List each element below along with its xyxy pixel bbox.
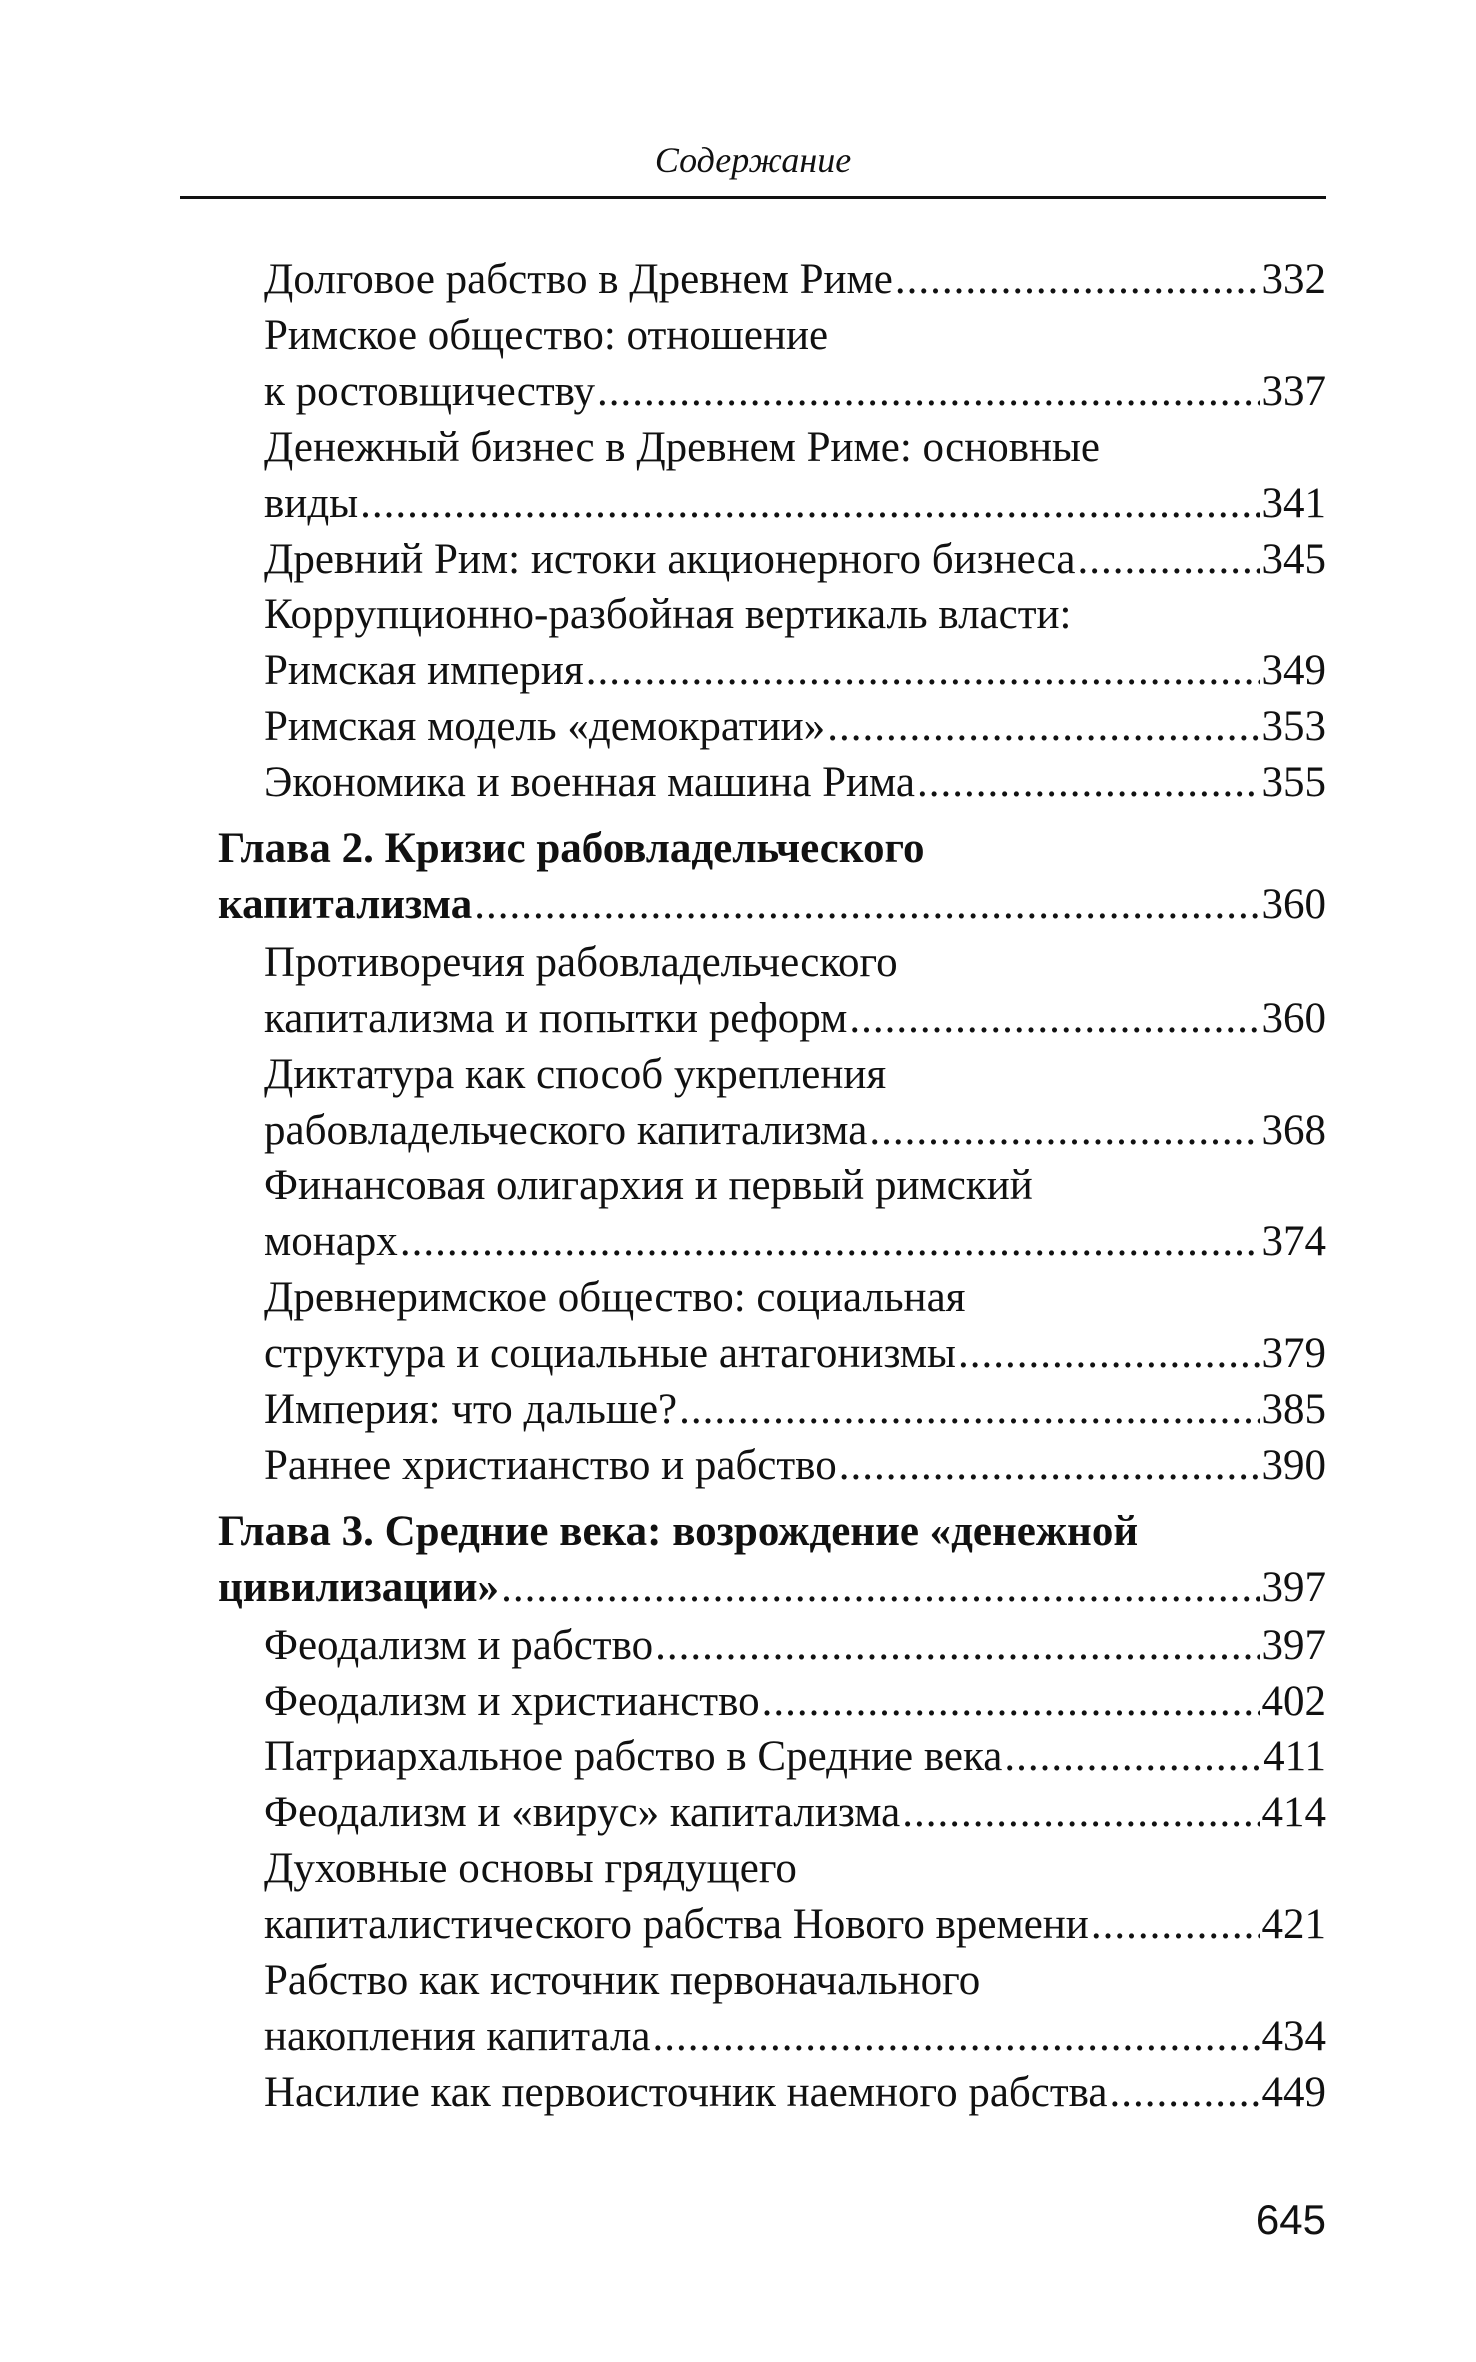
section-title: Римская модель «демократии» [264, 703, 826, 750]
section-title: Диктатура как способ укрепления [264, 1051, 887, 1098]
toc-entry-line [264, 643, 1326, 699]
section-title: Коррупционно-разбойная вертикаль власти: [264, 591, 1072, 638]
toc-entry-line [264, 2065, 1326, 2121]
dot-leader [849, 991, 1259, 1047]
toc-chapter-line [218, 1504, 1326, 1560]
running-head: Содержание [654, 140, 852, 180]
toc-page-number: 434 [1261, 2013, 1326, 2060]
toc-entry-line [264, 1953, 1326, 2009]
chapter-title: Глава 2. Кризис рабовладельческого [218, 825, 925, 872]
toc-chapter-line [218, 877, 1326, 933]
toc-entry-line [264, 1618, 1326, 1674]
toc-page-number: 374 [1261, 1218, 1326, 1265]
section-title: Феодализм и христианство [264, 1678, 760, 1725]
section-title: Римское общество: отношение [264, 312, 829, 359]
dot-leader [400, 1214, 1260, 1270]
section-title: структура и социальные антагонизмы [264, 1330, 956, 1377]
toc-entry-line [264, 1897, 1326, 1953]
toc-page-number: 411 [1263, 1733, 1326, 1780]
toc-entry-line [264, 755, 1326, 811]
toc-entry-line [264, 1841, 1326, 1897]
section-title: Раннее христианство и рабство [264, 1442, 837, 1489]
toc-chapter-line [218, 821, 1326, 877]
section-title: Долговое рабство в Древнем Риме [264, 256, 893, 303]
toc-entry-line [264, 420, 1326, 476]
toc-page-number: 345 [1261, 536, 1326, 583]
section-title: капитализма и попытки реформ [264, 995, 848, 1042]
dot-leader [474, 877, 1259, 933]
toc-entry-line [264, 1785, 1326, 1841]
section-title: накопления капитала [264, 2013, 651, 2060]
section-title: виды [264, 480, 359, 527]
dot-leader [1004, 1729, 1261, 1785]
section-title: Империя: что дальше? [264, 1386, 678, 1433]
toc-entry-line [264, 1103, 1326, 1159]
chapter-title: Глава 3. Средние века: возрождение «денежной [218, 1508, 1139, 1555]
toc-entry-line [264, 935, 1326, 991]
section-title: Экономика и военная машина Рима [264, 759, 916, 806]
toc-entry-line [264, 364, 1326, 420]
toc-page-number: 360 [1261, 995, 1326, 1042]
toc-page-number: 349 [1261, 647, 1326, 694]
toc-entry-line [264, 699, 1326, 755]
dot-leader [655, 1618, 1259, 1674]
toc-page-number: 341 [1261, 480, 1326, 527]
section-title: Духовные основы грядущего [264, 1845, 797, 1892]
dot-leader [895, 252, 1260, 308]
toc-page-number: 397 [1261, 1622, 1326, 1669]
toc-page-number: 353 [1261, 703, 1326, 750]
section-title: Насилие как первоисточник наемного рабства [264, 2069, 1108, 2116]
toc-page-number: 379 [1261, 1330, 1326, 1377]
toc-entry-line [264, 1270, 1326, 1326]
toc-entry-line [264, 991, 1326, 1047]
toc-page-number: 332 [1261, 256, 1326, 303]
toc-page-number: 355 [1261, 759, 1326, 806]
dot-leader [958, 1326, 1260, 1382]
dot-leader [586, 643, 1260, 699]
toc-page-number: 414 [1261, 1789, 1326, 1836]
toc-chapter-line [218, 1560, 1326, 1616]
section-title: капиталистического рабства Нового времени [264, 1901, 1089, 1948]
section-title: Феодализм и рабство [264, 1622, 654, 1669]
toc-entry-line [264, 1047, 1326, 1103]
section-title: Денежный бизнес в Древнем Риме: основные [264, 424, 1101, 471]
section-title: рабовладельческого капитализма [264, 1107, 868, 1154]
toc-page-number: 402 [1261, 1678, 1326, 1725]
toc-entry-line [264, 532, 1326, 588]
toc-entry-line [264, 1729, 1326, 1785]
dot-leader [762, 1674, 1260, 1730]
dot-leader [1077, 532, 1259, 588]
section-title: монарх [264, 1218, 398, 1265]
section-title: Римская империя [264, 647, 584, 694]
section-title: Феодализм и «вирус» капитализма [264, 1789, 901, 1836]
toc-page-number: 421 [1261, 1901, 1326, 1948]
dot-leader [869, 1103, 1259, 1159]
section-title: Финансовая олигархия и первый римский [264, 1162, 1033, 1209]
toc-page-number: 390 [1261, 1442, 1326, 1489]
dot-leader [360, 476, 1259, 532]
dot-leader [501, 1560, 1259, 1616]
dot-leader [1110, 2065, 1260, 2121]
section-title: Древний Рим: истоки акционерного бизнеса [264, 536, 1076, 583]
toc-entry-line [264, 587, 1326, 643]
toc-page-number: 449 [1261, 2069, 1326, 2116]
section-title: Противоречия рабовладельческого [264, 939, 898, 986]
toc-entry-line [264, 252, 1326, 308]
dot-leader [679, 1382, 1259, 1438]
toc-entry-line [264, 308, 1326, 364]
toc-page-number: 360 [1261, 881, 1326, 928]
dot-leader [597, 364, 1260, 420]
dot-leader [653, 2009, 1260, 2065]
section-title: Рабство как источник первоначального [264, 1957, 981, 2004]
toc-page-number: 385 [1261, 1386, 1326, 1433]
toc-entry-line [264, 2009, 1326, 2065]
toc-entry-line [264, 1214, 1326, 1270]
toc-page-number: 337 [1261, 368, 1326, 415]
toc-entry-line [264, 476, 1326, 532]
toc-entry-line [264, 1438, 1326, 1494]
dot-leader [1091, 1897, 1260, 1953]
toc-page-number: 397 [1261, 1564, 1326, 1611]
toc-entry-line [264, 1674, 1326, 1730]
toc-entry-line [264, 1382, 1326, 1438]
chapter-title: капитализма [218, 881, 473, 928]
section-title: Древнеримское общество: социальная [264, 1274, 966, 1321]
dot-leader [917, 755, 1259, 811]
toc-entry-line [264, 1158, 1326, 1214]
dot-leader [839, 1438, 1260, 1494]
page-number: 645 [1255, 2196, 1326, 2243]
toc-entry-line [264, 1326, 1326, 1382]
toc-page-number: 368 [1261, 1107, 1326, 1154]
section-title: Патриархальное рабство в Средние века [264, 1733, 1003, 1780]
section-title: к ростовщичеству [264, 368, 595, 415]
dot-leader [827, 699, 1259, 755]
dot-leader [902, 1785, 1259, 1841]
chapter-title: цивилизации» [218, 1564, 500, 1611]
